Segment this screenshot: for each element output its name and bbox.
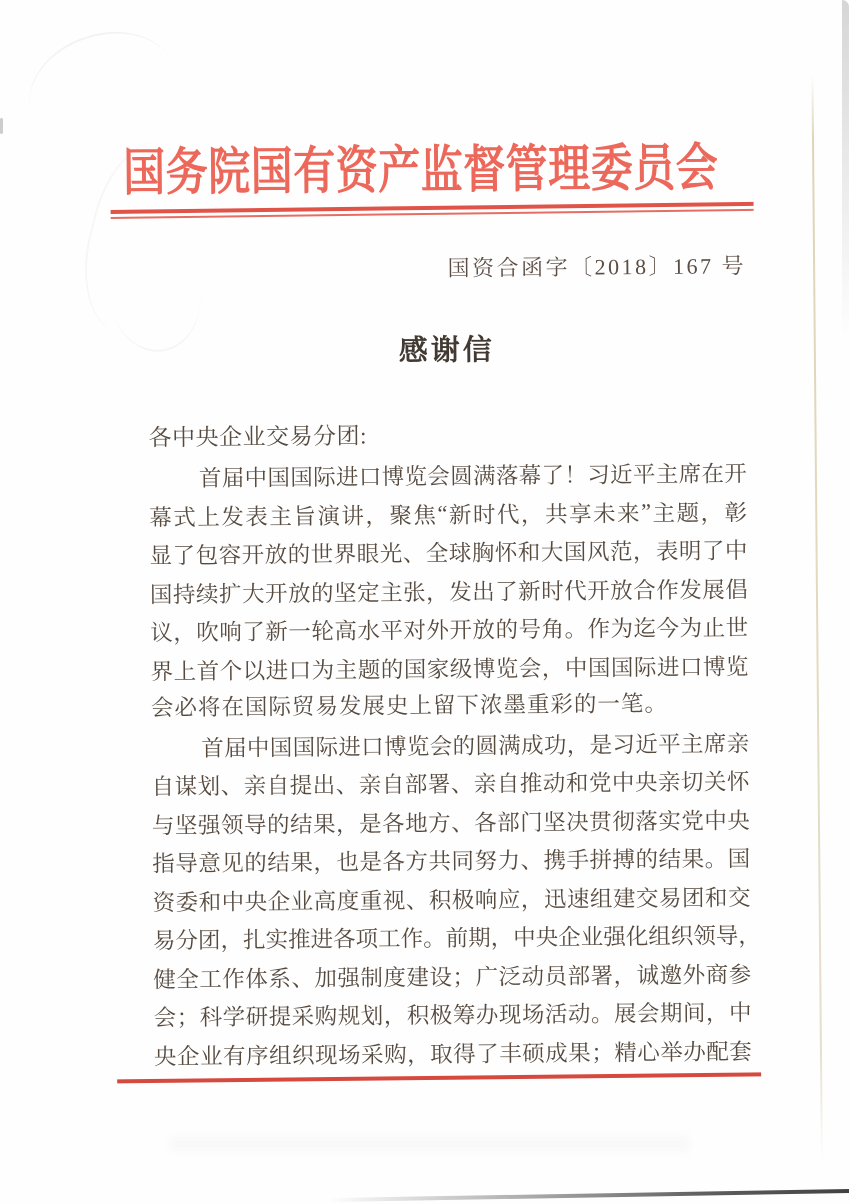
body-line: 首 届 中 国 国 际 进 口 博 览 会 的 圆 满 成 功 ， 是 习 近 平 主 席 亲 bbox=[201, 730, 750, 761]
document-number: 国资合函字〔2018〕167 号 bbox=[447, 253, 747, 281]
body-line: 易 分 团 ， 扎 实 推 进 各 项 工 作 。 前 期 ， 中 央 企 业 强 化 组 织 领 导 ， bbox=[152, 923, 761, 954]
body-line: 会必将在国际贸易发展史上留下浓墨重彩的一笔。 bbox=[150, 690, 669, 721]
body-line: 指 导 意 见 的 结 果 ， 也 是 各 方 共 同 努 力 、 携 手 拼 搏 的 结 果 。 国 bbox=[152, 846, 751, 877]
body-line: 显 了 包 容 开 放 的 世 界 眼 光 、 全 球 胸 怀 和 大 国 风 范 ， 表 明 了 中 bbox=[149, 538, 748, 569]
letter-body bbox=[149, 453, 761, 1074]
salutation: 各中央企业交易分团: bbox=[148, 423, 368, 451]
body-line: 国 持 续 扩 大 开 放 的 坚 定 主 张 ， 发 出 了 新 时 代 开 放 合 作 发 展 倡 bbox=[149, 576, 748, 608]
body-line: 界 上 首 个 以 进 口 为 主 题 的 国 家 级 博 览 会 ， 中 国 国 际 进 口 博 览 bbox=[150, 653, 749, 685]
body-line: 自 谋 划 、 亲 自 提 出 、 亲 自 部 署 、 亲 自 推 动 和 党 中 央 亲 切 关 怀 bbox=[151, 769, 750, 800]
body-line: 首 届 中 国 国 际 进 口 博 览 会 圆 满 落 幕 了 ！ 习 近 平 主 席 在 开 bbox=[198, 461, 747, 492]
letterhead-divider bbox=[111, 202, 754, 219]
body-line: 议 ， 吹 响 了 新 一 轮 高 水 平 对 外 开 放 的 号 角 。 作 为 迄 今 为 止 世 bbox=[150, 615, 749, 646]
paper-fold-line bbox=[811, 75, 822, 1160]
letter-title: 感谢信 bbox=[398, 334, 495, 368]
footer-rule bbox=[117, 1072, 761, 1083]
body-line: 与 坚 强 领 导 的 结 果 ， 是 各 地 方 、 各 部 门 坚 决 贯 彻 落 实 党 中 央 bbox=[151, 807, 750, 839]
body-line: 会 ； 科 学 研 提 采 购 规 划 ， 积 极 筹 办 现 场 活 动 。 展 会 期 间 ， 中 bbox=[153, 1000, 752, 1031]
letterhead-org-name: 国务院国有资产监督管理委员会 bbox=[123, 140, 719, 203]
body-line: 幕 式 上 发 表 主 旨 演 讲 ， 聚 焦 “ 新 时 代 ， 共 享 未 来 ” 主 题 ， 彰 bbox=[149, 498, 748, 531]
body-line: 健 全 工 作 体 系 、 加 强 制 度 建 设 ； 广 泛 动 员 部 署 ， 诚 邀 外 商 参 bbox=[153, 961, 752, 993]
body-line: 资 委 和 中 央 企 业 高 度 重 视 、 积 极 响 应 ， 迅 速 组 建 交 易 团 和 交 bbox=[152, 884, 751, 916]
body-line: 央 企 业 有 序 组 织 现 场 采 购 ， 取 得 了 丰 硕 成 果 ； 精 心 举 办 配 套 bbox=[153, 1038, 752, 1070]
